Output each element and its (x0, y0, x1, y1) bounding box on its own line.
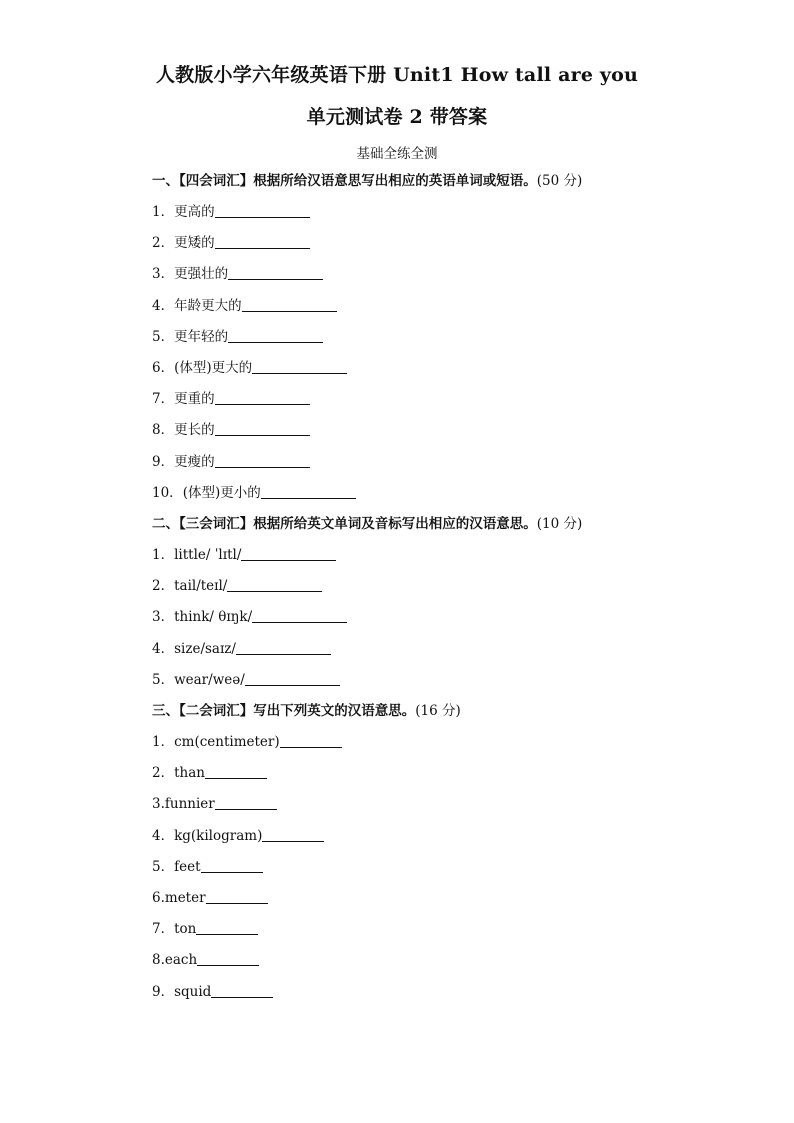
question-text: kg(kilogram) (174, 827, 263, 844)
question-number: 5． (152, 671, 175, 688)
question-item (152, 789, 461, 820)
question-item (152, 821, 461, 852)
question-text: 更高的 (174, 204, 215, 220)
section-points: (16 分) (415, 703, 461, 719)
question-text: tail/teɪl/ (174, 578, 228, 595)
question-text: 更瘦的 (174, 453, 215, 470)
question-item (152, 540, 582, 571)
question-number: 1． (152, 734, 175, 750)
answer-blank[interactable] (215, 203, 310, 218)
question-text: 年龄更大的 (174, 297, 242, 314)
question-number: 5． (152, 328, 175, 345)
question-number: 9． (152, 983, 175, 1000)
question-text: (体型)更小的 (182, 484, 261, 501)
question-number: 6. (152, 889, 165, 906)
question-number: 7． (152, 391, 175, 408)
question-item (152, 384, 582, 415)
question-number: 4． (152, 297, 175, 314)
question-number: 2． (152, 235, 175, 252)
document-title-line-2: 单元测试卷 2 带答案 (306, 106, 488, 128)
question-text: 更重的 (174, 391, 215, 408)
answer-blank[interactable] (215, 453, 310, 468)
question-text: 更长的 (174, 422, 215, 439)
question-number: 10． (152, 484, 183, 501)
answer-blank[interactable] (261, 484, 356, 499)
question-item (152, 478, 582, 509)
answer-blank[interactable] (236, 640, 331, 655)
question-text: 更年轻的 (174, 328, 229, 345)
question-item (152, 665, 582, 696)
question-text: size/saɪz/ (174, 640, 236, 657)
answer-blank[interactable] (262, 827, 324, 842)
question-number: 2． (152, 765, 175, 782)
answer-blank[interactable] (205, 764, 267, 779)
question-number: 9． (152, 453, 175, 470)
section-heading-text: 一、【四会词汇】根据所给汉语意思写出相应的英语单词或短语。 (152, 173, 537, 189)
question-text: think/ θɪŋk/ (174, 609, 253, 626)
question-text: little/ ˈlɪtl/ (174, 547, 242, 563)
section-points: (10 分) (536, 516, 583, 532)
answer-blank[interactable] (215, 234, 310, 249)
answer-blank[interactable] (228, 265, 323, 280)
document-subtitle: 基础全练全测 (356, 146, 438, 162)
question-item (152, 852, 461, 883)
question-item (152, 758, 461, 789)
question-text: (体型)更大的 (174, 359, 253, 376)
answer-blank[interactable] (252, 359, 347, 374)
question-item (152, 914, 461, 945)
question-item (152, 883, 461, 914)
answer-blank[interactable] (227, 577, 322, 592)
question-number: 4． (152, 827, 175, 844)
answer-blank[interactable] (215, 390, 310, 405)
question-text: than (174, 765, 205, 782)
answer-blank[interactable] (252, 608, 347, 623)
question-text: cm(centimeter) (174, 734, 280, 750)
document-title-line-1: 人教版小学六年级英语下册 Unit1 How tall are you (155, 64, 639, 86)
answer-blank[interactable] (215, 795, 277, 810)
section-four-skill-vocabulary (152, 166, 582, 509)
question-text: wear/weə/ (174, 671, 245, 688)
question-text: meter (164, 889, 206, 906)
answer-blank[interactable] (228, 328, 323, 343)
question-text: squid (174, 983, 212, 1000)
section-heading-text: 三、【二会词汇】写出下列英文的汉语意思。 (152, 703, 416, 719)
answer-blank[interactable] (211, 983, 273, 998)
question-text: feet (174, 858, 201, 875)
question-number: 3. (152, 796, 165, 813)
question-number: 4． (152, 640, 175, 657)
question-text: 更强壮的 (174, 266, 229, 283)
question-number: 1． (152, 204, 175, 220)
question-text: ton (174, 921, 197, 938)
section-three-skill-vocabulary (152, 509, 582, 696)
question-number: 2． (152, 578, 175, 595)
question-number: 3． (152, 266, 175, 283)
question-text: each (164, 952, 198, 969)
section-heading (152, 696, 461, 727)
answer-blank[interactable] (206, 889, 268, 904)
question-number: 5． (152, 858, 175, 875)
question-item (152, 945, 461, 976)
question-number: 8. (152, 952, 165, 969)
answer-blank[interactable] (280, 733, 342, 748)
question-item (152, 634, 582, 665)
answer-blank[interactable] (215, 421, 310, 436)
question-item (152, 228, 582, 259)
question-item (152, 727, 461, 758)
question-item (152, 197, 582, 228)
question-item (152, 447, 582, 478)
question-number: 6． (152, 359, 175, 376)
answer-blank[interactable] (196, 920, 258, 935)
question-item (152, 571, 582, 602)
question-item (152, 602, 582, 633)
section-points: (50 分) (536, 173, 583, 189)
question-number: 1． (152, 547, 175, 563)
question-item (152, 977, 461, 1008)
question-item (152, 259, 582, 290)
question-number: 3． (152, 609, 175, 626)
section-heading-text: 二、【三会词汇】根据所给英文单词及音标写出相应的汉语意思。 (152, 516, 537, 532)
answer-blank[interactable] (245, 671, 340, 686)
question-number: 7． (152, 921, 175, 938)
section-two-skill-vocabulary (152, 696, 461, 1008)
answer-blank[interactable] (201, 858, 263, 873)
question-item (152, 322, 582, 353)
question-item (152, 291, 582, 322)
answer-blank[interactable] (241, 546, 336, 561)
question-number: 8． (152, 422, 175, 439)
question-item (152, 415, 582, 446)
question-text: 更矮的 (174, 235, 215, 252)
answer-blank[interactable] (197, 951, 259, 966)
section-heading (152, 509, 582, 540)
question-text: funnier (164, 796, 215, 813)
question-item (152, 353, 582, 384)
answer-blank[interactable] (242, 297, 337, 312)
section-heading (152, 166, 582, 197)
